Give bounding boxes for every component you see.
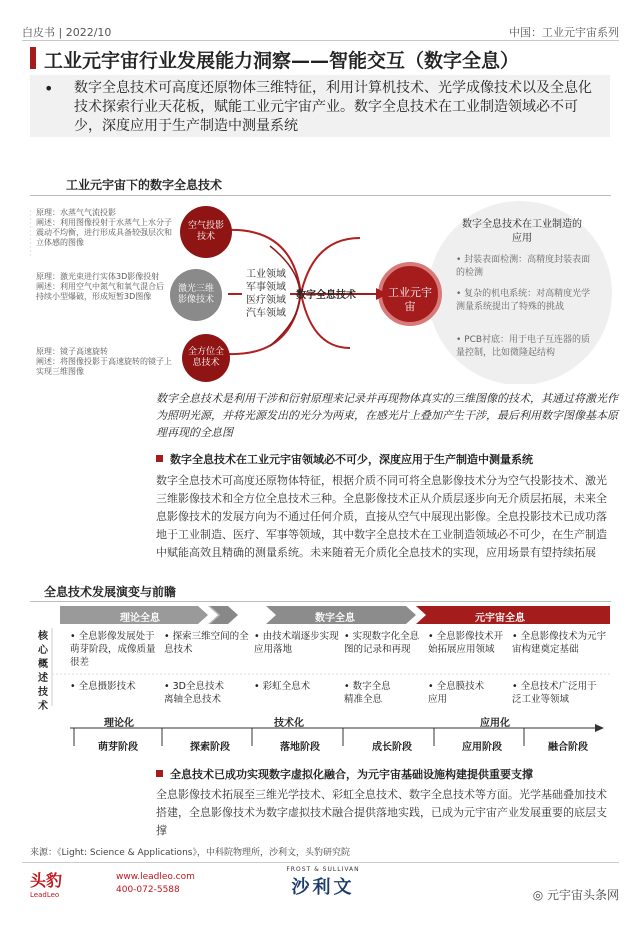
stage-4: 成长阶段 [372,742,412,753]
overview-text: 实现数字化全息图的记录和再现 [344,631,420,655]
stage-1: 萌芽阶段 [98,742,138,753]
wechat-icon: ◎ [532,888,547,902]
header-left: 白皮书 | 2022/10 [22,26,112,39]
block2-explain: 阐述：利用空气中氮气和氧气混合后持续小型爆破，形成短暂3D图像 [36,282,164,301]
overview-text: 全息影像技术开始拓展应用领域 [428,631,504,655]
field-item: 军事领域 [246,282,286,293]
block3-text [36,347,176,377]
leadleo-phone: 400-072-5588 [116,885,180,895]
overview-cell: • 全息影像技术开始拓展应用领域 [428,631,504,655]
subhead-1-marker [156,455,163,462]
source-note: 来源：《Light: Science & Applications》，中科院物理所，沙利文，头豹研究院 [30,848,350,858]
tech-cell: • 全息摄影技术 [70,681,136,692]
block1-principle: 原理：水蒸气气流投影 [36,208,116,217]
frost-sullivan-logo [268,866,378,899]
overview-cell: • 由技术端逐步实现应用落地 [254,631,339,655]
tech-cell: • 全息技术广泛用于 泛工业等领域 [512,681,597,705]
frost-cn: 沙利文 [291,877,355,898]
tech-text: 3D全息技术 离轴全息技术 [164,681,224,705]
subhead-1-text: 数字全息技术在工业元宇宙领域必不可少，深度应用于生产制造中测量系统 [170,453,533,466]
phase-metaverse: 元宇宙全息 [475,613,525,624]
tech-text: 全息技术广泛用于 泛工业等领域 [512,681,597,705]
frost-en: FROST & SULLIVAN [286,866,360,873]
stage-3: 落地阶段 [280,742,320,753]
phase-digital: 数字全息 [315,613,355,624]
leadleo-sub: LeadLeo [30,891,60,899]
tech-cell: • 数字全息 精准全息 [344,681,391,705]
stage-5: 应用阶段 [462,742,502,753]
section2-title: 全息技术发展演变与前瞻 [44,585,177,599]
circle1-label: 空气投影技术 [187,221,224,242]
era-apply: 应用化 [480,718,510,729]
page-title: 工业元宇宙行业发展能力洞察——智能交互（数字全息） [44,50,520,72]
diagram-caption: 数字全息技术是利用干涉和衍射原理来记录并再现物体真实的三维图像的技术，其通过将激光作为照明光源，并将光源发出的光分为两束，在感光片上叠加产生干涉，最后利用数字图像基本原理再现的全息图 [156,392,618,439]
summary-text: 数字全息技术可高度还原物体三维特征，利用计算机技术、光学成像技术以及全息化技术探索行业天花板，赋能工业元宇宙产业。数字全息技术在工业制造领域必不可少，深度应用于生产制造中测量系统 [74,80,592,134]
subhead-2 [156,766,533,782]
leadleo-brand: 头豹 [30,871,63,890]
title-accent-bar [30,47,36,69]
stage-2: 探索阶段 [190,742,230,753]
leadleo-logo [30,868,62,899]
overview-text: 全息影像技术为元宇宙构建奠定基础 [512,631,607,655]
tech-text: 彩虹全息术 [262,681,311,692]
phase-theory: 理论全息 [120,613,160,624]
tech-cell: • 全息膜技术 应用 [428,681,485,705]
block1-text [36,208,176,248]
evolution-timeline [30,606,610,756]
footer-divider [22,862,619,863]
header-divider [22,40,619,41]
app-item-2: • 复杂的机电系统：对高精度光学测量系统提出了特殊的挑战 [456,289,591,312]
subhead-1 [156,451,533,467]
field-item: 医疗领域 [246,295,286,306]
block2-text [36,272,171,302]
paragraph-1: 数字全息技术可高度还原物体特征，根据介质不同可将全息影像技术分为空气投影技术、激光三维影像技术和全方位全息技术三种。全息影像技术正从介质层逐步向无介质层拓展，未来全息影像技术的发展方向为不通过任何介质，直接从空气中展现出影像。全息投影技术已成功落地于工业制造、医疗、军事等领域，其中数字全息技术在工业制造领域必不可少，在生产制造中赋能高效且精确的测量系统。未来随着无介质化全息技术的实现，应用场景有望持续拓展 [156,474,607,559]
header-right: 中国：工业元宇宙系列 [509,26,619,39]
overview-cell: • 探索三维空间的全息技术 [164,631,249,655]
overview-cell: • 实现数字化全息图的记录和再现 [344,631,420,655]
core-tech-label: 数字全息技术 [296,290,356,301]
app-item-3-text: PCB衬底：用于电子互连器的质量控制，比如微隆起结构 [456,335,591,358]
vertical-label: 核心概述技术 [38,631,48,712]
overview-cell: • 全息影像发展处于萌芽阶段，成像质量很差 [70,631,156,668]
field-item: 工业领域 [246,269,286,280]
tech-cell: • 3D全息技术 离轴全息技术 [164,681,224,705]
section1-title: 工业元宇宙下的数字全息技术 [66,178,223,192]
circle3-label: 全方位全息技术 [187,347,224,368]
phase-chevron-1 [210,606,238,624]
paragraph-2: 全息影像技术拓展至三维光学技术、彩虹全息技术、数字全息技术等方面。光学基础叠加技术搭建，全息影像技术为数字虚拟技术融合提供落地实践，已成为元宇宙产业发展重要的底层支撑 [156,788,607,837]
era-arrowhead [595,724,604,732]
era-tech: 技术化 [274,718,304,729]
summary-bullet: • [44,79,54,98]
leadleo-contact [116,871,195,897]
subhead-2-marker [156,770,163,777]
app-title: 数字全息技术在工业制造的应用 [462,219,582,244]
summary-box [30,75,610,137]
overview-text: 探索三维空间的全息技术 [164,631,249,655]
fields-list [242,268,290,320]
block3-explain: 阐述：将图像投影于高速旋转的镜子上实现三维图像 [36,357,172,376]
stage-6: 融合阶段 [548,742,588,753]
subhead-2-text: 全息技术已成功实现数字虚拟化融合，为元宇宙基础设施构建提供重要支撑 [170,768,533,781]
watermark [533,886,619,903]
app-item-3: • PCB衬底：用于电子互连器的质量控制，比如微隆起结构 [456,335,591,358]
tech-text: 全息摄影技术 [78,681,136,692]
block2-principle: 原理：激光束进行实体3D影像投射 [36,272,160,281]
section1-divider [30,195,611,196]
overview-text: 全息影像发展处于萌芽阶段，成像质量很差 [70,631,156,668]
tech-text: 全息膜技术 应用 [428,681,485,705]
block3-principle: 原理：镜子高速旋转 [36,347,108,356]
block1-explain: 阐述：利用图像投射于水蒸气上水分子震动不均衡，进行形成具备较强层次和立体感的图像 [36,218,172,247]
holography-diagram [30,198,620,384]
circle2-label: 激光三维影像技术 [177,284,214,305]
tech-cell: • 彩虹全息术 [254,681,311,692]
section2-divider [30,601,611,602]
field-item: 汽车领域 [246,308,286,319]
center-label: 工业元宇宙 [388,286,432,313]
leadleo-url[interactable]: www.leadleo.com [116,872,195,882]
overview-cell: • 全息影像技术为元宇宙构建奠定基础 [512,631,607,655]
overview-text: 由技术端逐步实现应用落地 [254,631,339,655]
app-item-1-text: 封装表面检测：高精度封装表面的检测 [456,255,591,278]
tech-text: 数字全息 精准全息 [344,681,391,705]
app-item-1: • 封装表面检测：高精度封装表面的检测 [456,255,591,278]
watermark-text: 元宇宙头条网 [546,888,619,902]
app-item-2-text: 复杂的机电系统：对高精度光学测量系统提出了特殊的挑战 [456,289,591,312]
era-theory: 理论化 [104,718,134,729]
